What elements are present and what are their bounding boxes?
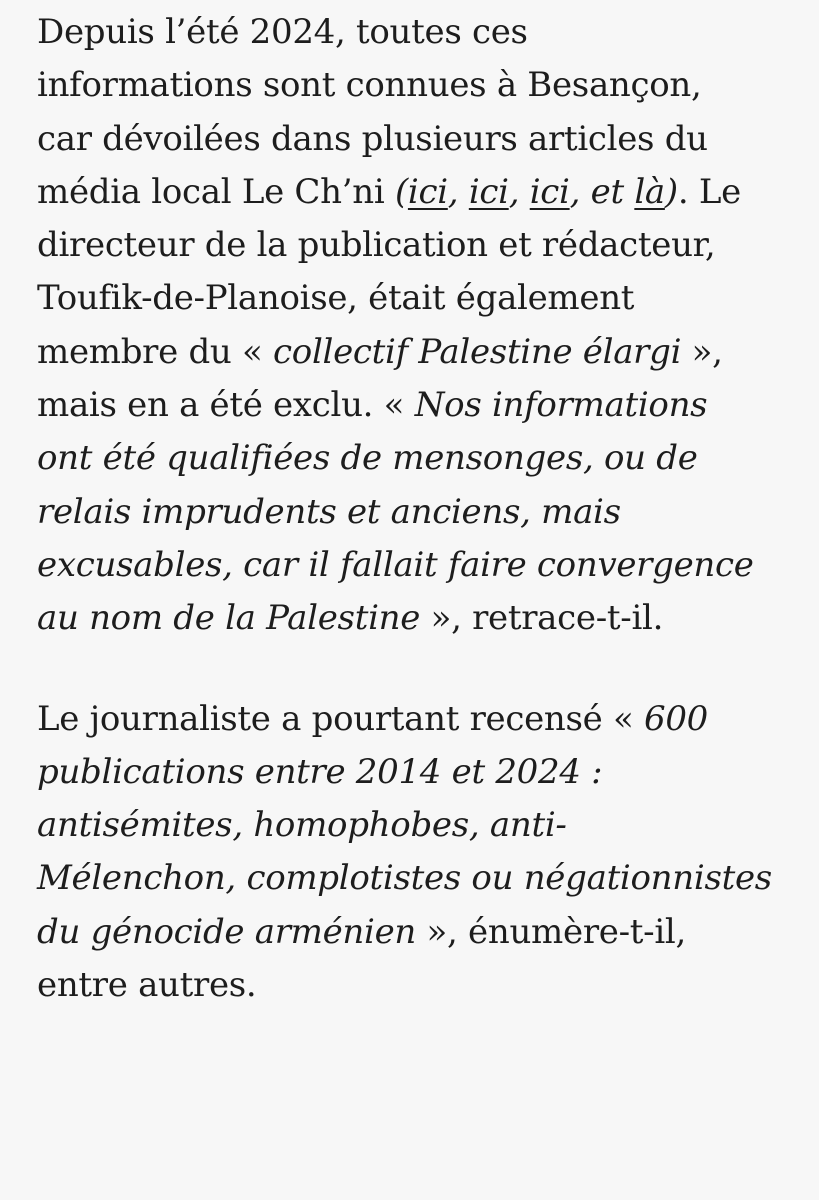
paragraph-1-line-12 [37, 592, 812, 645]
article-body [37, 6, 812, 1012]
paragraph-2-line-2: publications entre 2014 et 2024 : [37, 751, 603, 792]
source-link-2[interactable]: ici [468, 171, 509, 212]
paragraph-1 [37, 6, 812, 646]
link-separator: , et [569, 171, 635, 212]
paragraph-1-line-8 [37, 379, 812, 432]
close-paren: ) [664, 171, 678, 212]
paragraph-1-line-3: car dévoilées dans plusieurs articles du [37, 118, 708, 159]
source-link-4[interactable]: là [634, 171, 665, 212]
line-text: membre du « [37, 331, 274, 372]
quoted-name: collectif Palestine élargi [273, 331, 682, 372]
source-link-3[interactable]: ici [529, 171, 570, 212]
paragraph-2 [37, 693, 812, 1013]
link-separator: , [508, 171, 530, 212]
paragraph-1-line-11: excusables, car il fallait faire convergence [37, 544, 754, 585]
line-text: mais en a été exclu. « [37, 385, 415, 426]
line-text: », énumère-t-il, [416, 911, 686, 952]
source-link-1[interactable]: ici [407, 171, 448, 212]
line-text: média local Le Ch’ni [37, 171, 395, 212]
paragraph-2-line-4: Mélenchon, complotistes ou négationnistes [37, 858, 772, 899]
paragraph-1-line-4 [37, 166, 812, 219]
open-paren: ( [394, 171, 408, 212]
quote-text: du génocide arménien [37, 911, 417, 952]
paragraph-1-line-6: Toufik-de-Planoise, était également [37, 278, 635, 319]
paragraph-1-line-2: informations sont connues à Besançon, [37, 65, 702, 106]
link-separator: , [447, 171, 469, 212]
paragraph-2-line-5 [37, 906, 812, 959]
paragraph-1-line-5: directeur de la publication et rédacteur, [37, 225, 716, 266]
paragraph-1-line-9: ont été qualifiées de mensonges, ou de [37, 438, 698, 479]
paragraph-2-line-1 [37, 693, 812, 746]
paragraph-1-line-7 [37, 326, 812, 379]
quote-text: Nos informations [414, 385, 708, 426]
quote-text: 600 [644, 698, 709, 739]
paragraph-2-line-3: antisémites, homophobes, anti- [37, 805, 567, 846]
paragraph-spacer [37, 646, 812, 693]
line-text: . Le [677, 171, 741, 212]
paragraph-2-line-6: entre autres. [37, 965, 257, 1006]
quote-text: au nom de la Palestine [37, 598, 421, 639]
line-text: », retrace-t-il. [420, 598, 664, 639]
paragraph-1-line-1: Depuis l’été 2024, toutes ces [37, 12, 528, 52]
line-text: Le journaliste a pourtant recensé « [37, 698, 645, 739]
paragraph-1-line-10: relais imprudents et anciens, mais [37, 491, 621, 532]
sources-parenthetical [395, 172, 678, 212]
line-text: », [681, 331, 723, 372]
